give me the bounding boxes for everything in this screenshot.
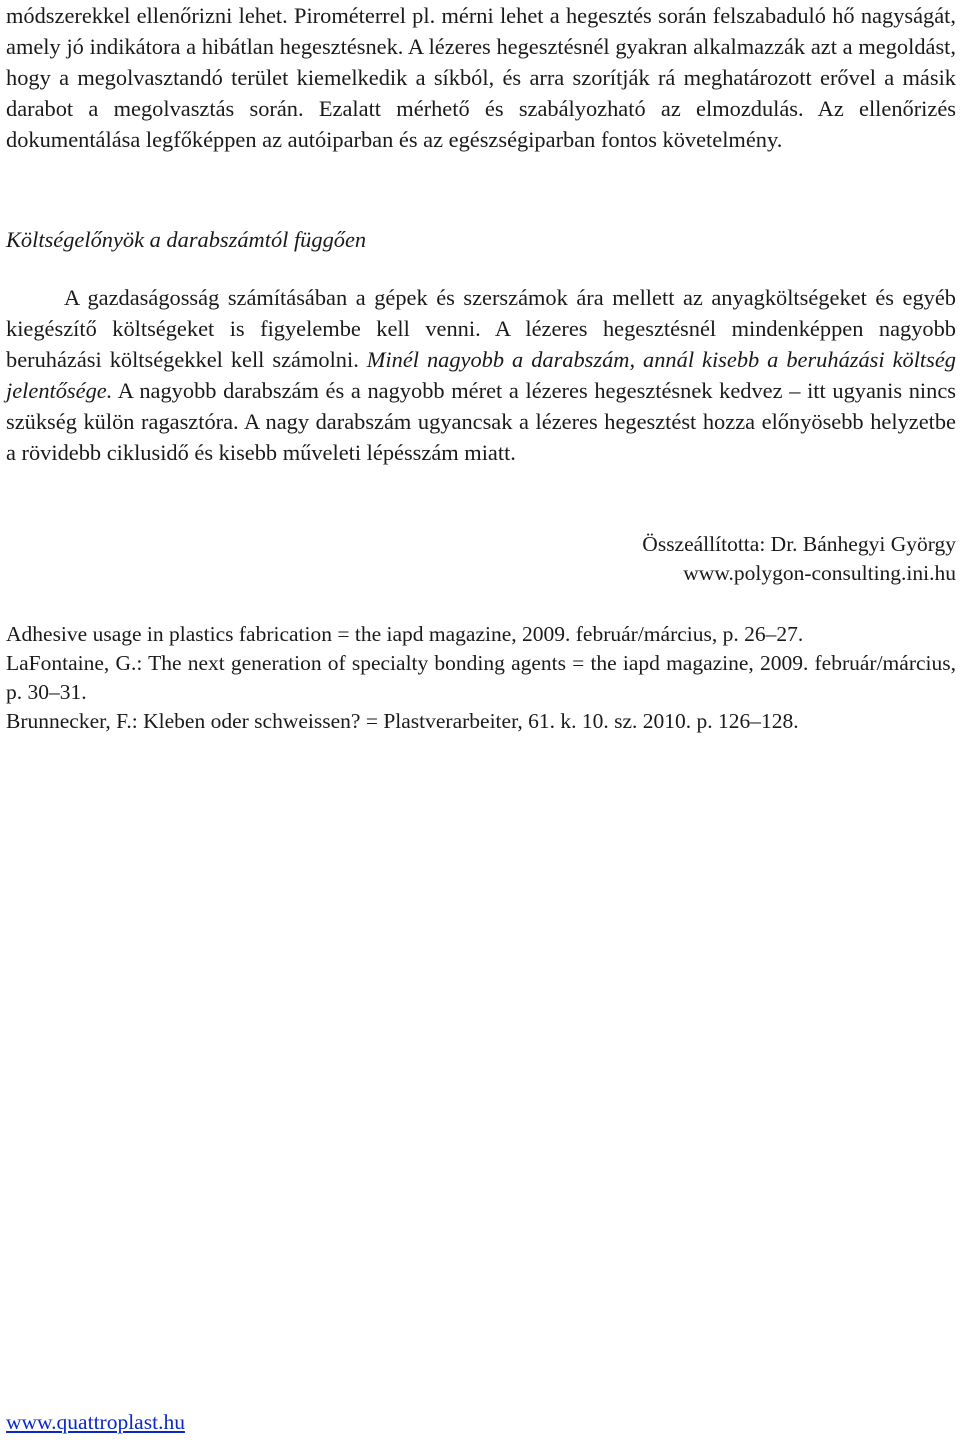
- section-heading: Költségelőnyök a darabszámtól függően: [6, 227, 367, 252]
- signature-website: www.polygon-consulting.ini.hu: [683, 561, 956, 585]
- signature-author: Összeállította: Dr. Bánhegyi György: [642, 532, 956, 556]
- signature-block: [642, 530, 956, 588]
- references-list: [6, 620, 956, 736]
- section-paragraph: [6, 282, 956, 468]
- reference-item: Adhesive usage in plastics fabrication = the iapd magazine, 2009. február/március, p. 26–27.: [6, 622, 804, 646]
- section-paragraph-part2: A nagyobb darabszám és a nagyobb méret a lézeres hegesztésnek kedvez – itt ugyanis nincs szükség külön ragasztóra. A nagy darabszám ugyancsak a lézeres hegesztést hozza előnyösebb helyzetbe a rövidebb ciklusidő és kisebb műveleti lépésszám miatt.: [6, 378, 956, 465]
- section-paragraph-part1: A gazdaságosság számításában a gépek és szerszámok ára mellett az anyagköltségeket és egyéb kiegészítő költségeket is figyelembe kell venni. A lézeres hegesztésnél mindenképpen nagyobb beruházási költségekkel kell számolni.: [6, 285, 956, 372]
- reference-item: LaFontaine, G.: The next generation of specialty bonding agents = the iapd magazine, 2009. február/március, p. 30–31.: [6, 651, 956, 704]
- document-page: [6, 0, 956, 1444]
- section-paragraph-emphasis: Minél nagyobb a darabszám, annál kisebb a beruházási költség jelentősége.: [6, 347, 956, 403]
- reference-item: Brunnecker, F.: Kleben oder schweissen? = Plastverarbeiter, 61. k. 10. sz. 2010. p. 126–128.: [6, 709, 799, 733]
- footer-website-link[interactable]: www.quattroplast.hu: [6, 1410, 185, 1434]
- intro-paragraph: módszerekkel ellenőrizni lehet. Pirométerrel pl. mérni lehet a hegesztés során felszabaduló hő nagyságát, amely jó indikátora a hibátlan hegesztésnek. A lézeres hegesztésnél gyakran alkalmazzák azt a megoldást, hogy a megolvasztandó terület kiemelkedik a síkból, és arra szorítják rá meghatározott erővel a másik darabot a megolvasztás során. Ezalatt mérhető és szabályozható az elmozdulás. Az ellenőrizés dokumentálása legfőképpen az autóiparban és az egészségiparban fontos követelmény.: [6, 3, 956, 152]
